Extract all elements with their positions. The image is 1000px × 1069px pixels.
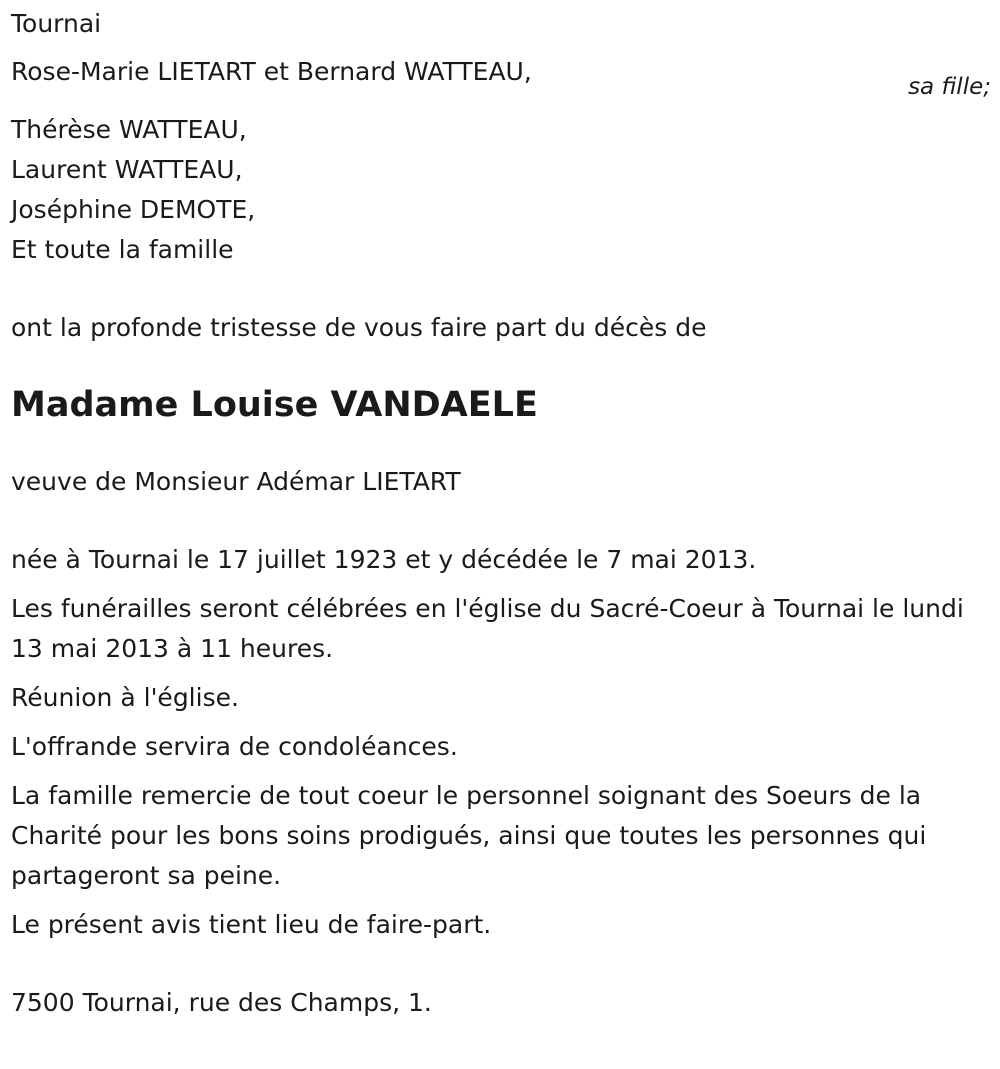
relation-label: sa fille; xyxy=(908,74,991,100)
widow-of: veuve de Monsieur Adémar LIETART xyxy=(11,467,461,496)
address: 7500 Tournai, rue des Champs, 1. xyxy=(11,988,432,1017)
family-list xyxy=(11,110,991,270)
family-member: Thérèse WATTEAU, xyxy=(11,115,247,144)
place-name: Tournai xyxy=(11,9,102,38)
family-member: Et toute la famille xyxy=(11,235,234,264)
notice-statement: Le présent avis tient lieu de faire-part. xyxy=(11,910,492,939)
funeral-info: Les funérailles seront célébrées en l'église du Sacré-Coeur à Tournai le lundi 13 mai 2013 à 11 heures. xyxy=(11,594,964,663)
death-notice xyxy=(11,0,991,1023)
meeting-info: Réunion à l'église. xyxy=(11,683,239,712)
announcement-intro: ont la profonde tristesse de vous faire part du décès de xyxy=(11,313,707,342)
deceased-name: Madame Louise VANDAELE xyxy=(11,385,538,425)
birth-death-line: née à Tournai le 17 juillet 1923 et y décédée le 7 mai 2013. xyxy=(11,545,757,574)
family-member: Joséphine DEMOTE, xyxy=(11,195,256,224)
offering-info: L'offrande servira de condoléances. xyxy=(11,732,458,761)
family-member: Laurent WATTEAU, xyxy=(11,155,243,184)
relation-row xyxy=(11,52,991,100)
thanks-paragraph: La famille remercie de tout coeur le personnel soignant des Soeurs de la Charité pour les bons soins prodigués, ainsi que toutes les personnes qui partageront sa peine. xyxy=(11,781,927,890)
relation-names: Rose-Marie LIETART et Bernard WATTEAU, xyxy=(11,57,532,86)
